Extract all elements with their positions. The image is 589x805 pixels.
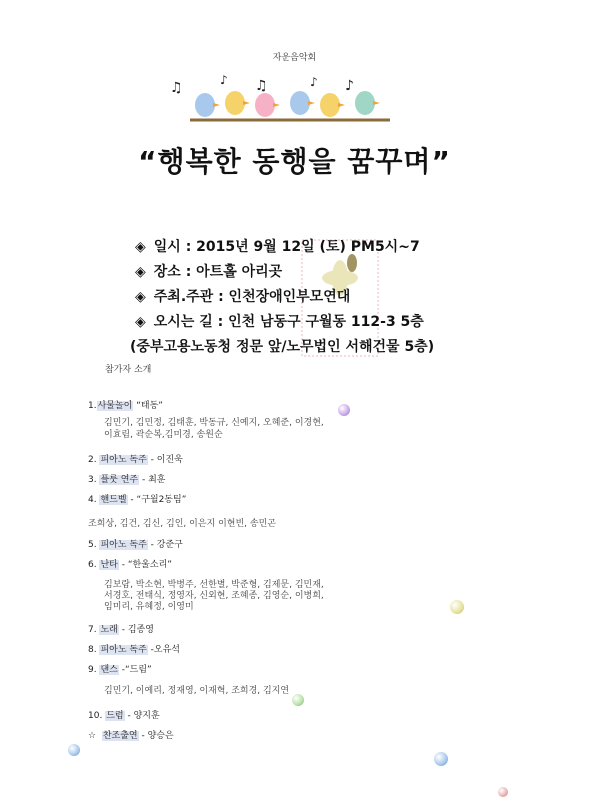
program-item: 4. 핸드벨 - “구월2동팀” xyxy=(88,495,187,505)
bird-icon xyxy=(225,91,250,115)
program-item: 2. 피아노 독주 - 이진욱 xyxy=(88,455,183,465)
bubble-decoration-icon xyxy=(498,787,508,797)
info-date: ◈ 일시 : 2015년 9월 12일 (토) PM5시~7 xyxy=(135,239,420,255)
bubble-decoration-icon xyxy=(434,752,448,766)
bird-icon xyxy=(195,93,220,117)
svg-text:♪: ♪ xyxy=(220,73,228,87)
program-item: 3. 플룻 연주 - 최훈 xyxy=(88,475,166,485)
member-line: 김보람, 박소현, 박병주, 선한별, 박준형, 김제문, 김민재, xyxy=(104,580,324,590)
bubble-decoration-icon xyxy=(450,600,464,614)
header-label: 자운음악회 xyxy=(272,53,317,63)
program-item: 8. 피아노 독주 -오유석 xyxy=(88,645,181,655)
music-note-icon xyxy=(170,73,354,96)
diamond-bullet-icon: ◈ xyxy=(135,289,146,305)
birds-banner-illustration xyxy=(160,70,400,130)
program-item: 6. 난타 - “한울소리” xyxy=(88,560,172,570)
info-host: ◈ 주최.주관 : 인천장애인부모연대 xyxy=(135,289,351,305)
info-place: ◈ 장소 : 아트홀 아리곳 xyxy=(135,264,283,280)
bird-icon xyxy=(290,91,315,115)
program-item: ☆ 찬조출연 - 양승은 xyxy=(88,731,174,741)
bubble-decoration-icon xyxy=(338,404,350,416)
member-line: 김민기, 김민정, 김태훈, 박동규, 신예지, 오혜준, 이경현, xyxy=(104,418,324,428)
page-title: “행복한 동행을 꿈꾸며” xyxy=(138,145,451,178)
bird-icon xyxy=(320,93,345,117)
program-item: 5. 피아노 독주 - 강준구 xyxy=(88,540,183,550)
bubble-decoration-icon xyxy=(68,744,80,756)
diamond-bullet-icon: ◈ xyxy=(135,239,146,255)
bird-icon xyxy=(255,93,280,117)
member-line: 조희상, 김건, 김신, 김인, 이은지 이현빈, 송민곤 xyxy=(88,519,276,529)
participants-heading: 참가자 소개 xyxy=(105,365,152,375)
diamond-bullet-icon: ◈ xyxy=(135,264,146,280)
program-item: 1.사물놀이 “태동” xyxy=(88,401,163,411)
program-item: 10. 드럼 - 양지훈 xyxy=(88,711,160,721)
member-line: 서경호, 전태식, 정영자, 신외현, 조혜종, 김영순, 이병희, xyxy=(104,591,324,601)
info-directions: ◈ 오시는 길 : 인천 남동구 구월동 112-3 5층 xyxy=(135,314,424,330)
member-line: 김민기, 이예리, 정재영, 이재혁, 조희경, 김지연 xyxy=(104,686,290,696)
program-item: 9. 댄스 -“드림” xyxy=(88,665,152,675)
bird-icon xyxy=(355,91,380,115)
program-item: 7. 노래 - 김종영 xyxy=(88,625,154,635)
member-line: 임미리, 유혜정, 이영미 xyxy=(104,602,194,612)
svg-text:♪: ♪ xyxy=(345,78,354,94)
svg-text:♪: ♪ xyxy=(310,75,318,89)
bubble-decoration-icon xyxy=(292,694,304,706)
diamond-bullet-icon: ◈ xyxy=(135,314,146,330)
info-directions-note: (중부고용노동청 정문 앞/노무법인 서해건물 5층) xyxy=(130,339,435,355)
member-line: 이효림, 곽순복,김미경, 송원순 xyxy=(104,430,223,440)
svg-text:♫: ♫ xyxy=(255,78,268,94)
svg-text:♫: ♫ xyxy=(170,80,183,96)
